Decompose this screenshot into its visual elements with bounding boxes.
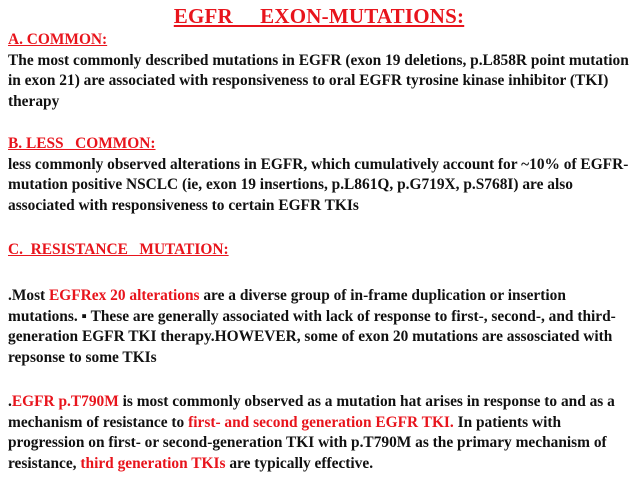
section-less-common-text: less commonly observed alterations in EGFR, which cumulatively account for ~10% of EGFR-mutation positive NSCLC (ie, exon 19 insertions, p.L861Q, p.G719X, p.S768I) are also associated with responsiveness to certain EGFR TKIs	[8, 155, 629, 214]
section-less-common-heading: B. LESS COMMON:	[8, 135, 156, 152]
t790m-text-post: are typically effective.	[225, 454, 374, 472]
exon20-highlight: EGFRex 20 alterations	[49, 287, 200, 304]
exon20-text-pre: .Most	[8, 287, 50, 304]
slide-title: EGFR EXON-MUTATIONS:	[173, 4, 465, 28]
t790m-text-pre: .	[8, 393, 12, 410]
resistance-paragraph-exon20	[8, 286, 634, 368]
section-resistance	[8, 240, 634, 261]
section-resistance-heading: C. RESISTANCE MUTATION:	[8, 241, 229, 258]
resistance-paragraph-t790m	[8, 392, 634, 474]
section-common	[8, 30, 634, 112]
t790m-text-mid2: In patients with progression on first- or second-generation TKI with p.T790M as the primary mechanism of resistance,	[8, 413, 607, 472]
section-less-common	[8, 134, 634, 216]
first-second-gen-highlight: first- and second generation EGFR TKI.	[188, 413, 454, 431]
t790m-highlight: EGFR p.T790M	[11, 393, 119, 410]
third-gen-highlight: third generation TKIs	[80, 454, 226, 472]
section-common-heading: A. COMMON:	[8, 31, 108, 48]
section-common-text: The most commonly described mutations in EGFR (exon 19 deletions, p.L858R point mutation in exon 21) are associated with responsiveness to oral EGFR tyrosine kinase inhibitor (TKI) therapy	[8, 51, 629, 110]
t790m-text-mid1: is most commonly observed as a mutation hat arises in response to and as a mechanism of resistance to	[8, 393, 615, 431]
exon20-text-post: are a diverse group of in-frame duplication or insertion mutations. ▪ These are generally associated with lack of response to first-, second-, and third-generation EGFR TKI therapy.HOWEVER, some of exon 20 mutations are assosciated with repsonse to some TKIs	[8, 287, 616, 366]
